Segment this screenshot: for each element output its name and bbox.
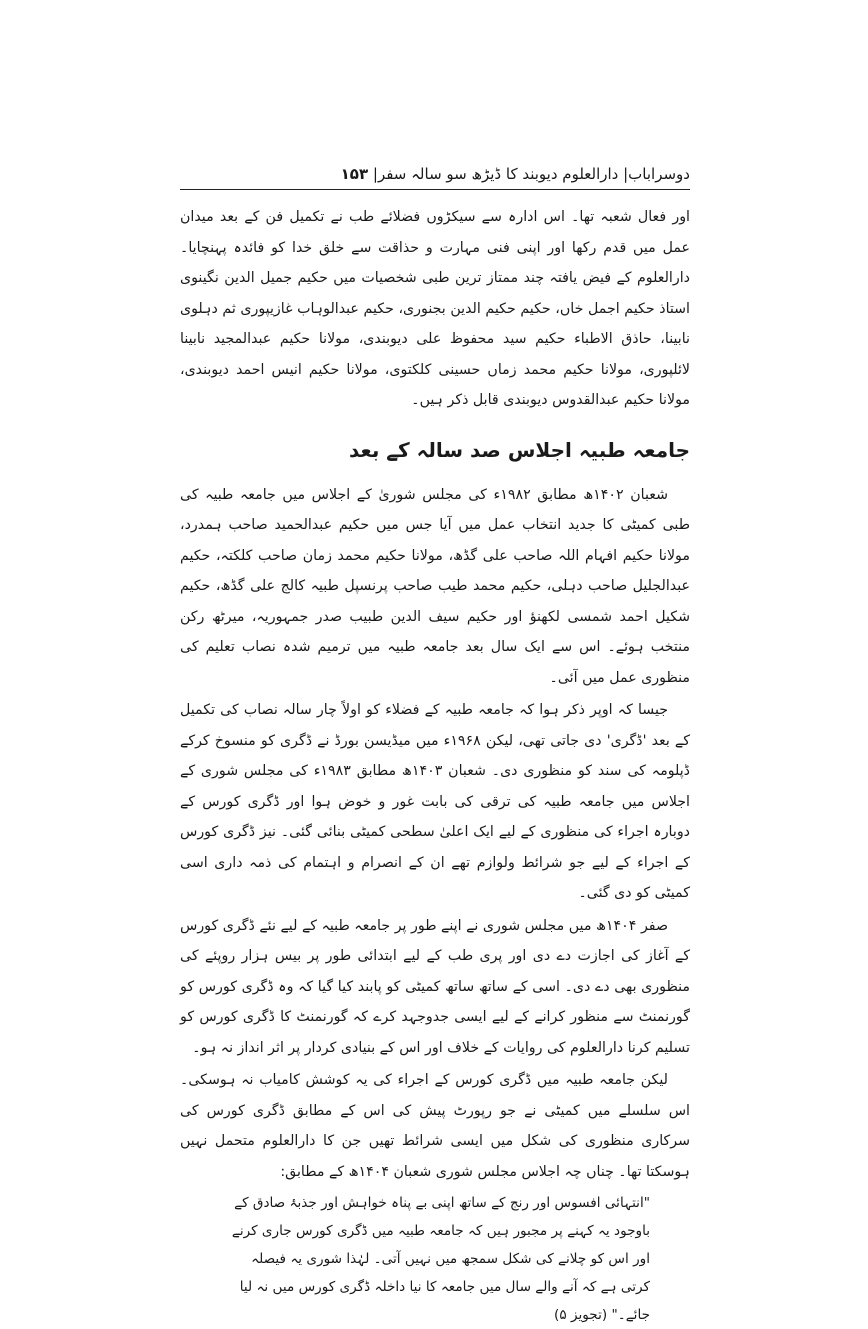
section-heading: جامعہ طبیہ اجلاس صد سالہ کے بعد: [348, 437, 690, 462]
paragraph-4: صفر ۱۴۰۴ھ میں مجلس شوری نے اپنے طور پر جامعہ طبیہ کے لیے نئے ڈگری کورس کے آغاز کی اجازت دے دی اور پری طب کے لیے ابتدائی طور پر بیس ہزار روپئے کی منظوری بھی دے دی۔ اسی کے ساتھ ساتھ کمیٹی کو پابند کیا گیا کہ وہ ڈگری کورس کو گورنمنٹ سے منظور کرانے کے لیے ایسی جدوجہد کرے کہ گورنمنٹ کا ڈگری کورس کو تسلیم کرنا دارالعلوم کی روایات کے خلاف اور اس کے بنیادی کردار پر اثر انداز نہ ہو۔: [180, 917, 690, 1056]
paragraph-5: لیکن جامعہ طبیہ میں ڈگری کورس کے اجراء کی یہ کوشش کامیاب نہ ہوسکی۔ اس سلسلے میں کمیٹی نے جو رپورٹ پیش کی اس کے مطابق ڈگری کورس کی سرکاری منظوری کی شکل میں ایسی شرائط تھیں جن کا دارالعلوم متحمل نہیں ہوسکتا تھا۔ چناں چہ اجلاس مجلس شوری شعبان ۱۴۰۴ھ کے مطابق:: [180, 1072, 690, 1180]
running-header: [180, 159, 690, 190]
paragraph-1: اور فعال شعبہ تھا۔ اس ادارہ سے سیکڑوں فضلائے طب نے تکمیل فن کے بعد میدان عمل میں قدم رکھا اور اپنی فنی مہارت و حذاقت سے خلق خدا کو فائدہ پہنچایا۔ دارالعلوم کے فیض یافتہ چند ممتاز ترین طبی شخصیات میں حکیم جمیل الدین نگینوی استاذ حکیم اجمل خاں، حکیم حکیم الدین بجنوری، حکیم عبدالوہاب غازیپوری ثم دہلوی نابینا، حاذق الاطباء حکیم سید محفوظ علی دیوبندی، مولانا حکیم عبدالمجید نابینا لائلپوری، مولانا حکیم محمد زماں حسینی کلکتوی، مولانا حکیم انیس احمد دیوبندی، مولانا حکیم عبدالقدوس دیوبندی قابل ذکر ہیں۔: [180, 209, 690, 408]
block-quote: "انتہائی افسوس اور رنج کے ساتھ اپنی بے پناہ خواہش اور جذبۂ صادق کے باوجود یہ کہنے پر مجبور ہیں کہ جامعہ طبیہ میں ڈگری کورس جاری کرنے اور اس کو چلانے کی شکل سمجھ میں نہیں آتی۔ لہٰذا شوری یہ فیصلہ کرتی ہے کہ آنے والے سال میں جامعہ کا نیا داخلہ ڈگری کورس میں نہ لیا جائے۔" (تجویز ۵): [231, 1195, 650, 1323]
paragraph-3: جیسا کہ اوپر ذکر ہوا کہ جامعہ طبیہ کے فضلاء کو اولاً چار سالہ نصاب کی تکمیل کے بعد 'ڈگری' دی جاتی تھی، لیکن ۱۹۶۸ء میں میڈیسن بورڈ نے ڈگری کو منسوخ کرکے ڈپلومہ کی سند کو منظوری دی۔ شعبان ۱۴۰۳ھ مطابق ۱۹۸۳ء کی مجلس شوری کے اجلاس میں جامعہ طبیہ کی ترقی کی بابت غور و خوض ہوا اور ڈگری کورس کے دوبارہ اجراء کی منظوری کے لیے ایک اعلیٰ سطحی کمیٹی بنائی گئی۔ نیز ڈگری کورس کے اجراء کے لیے جو شرائط ولوازم تھے ان کے انصرام و اہتمام کی ذمہ داری اسی کمیٹی کو دی گئی۔: [180, 702, 690, 901]
header-title: دوسراباب| دارالعلوم دیوبند کا ڈیڑھ سو سالہ سفر|: [372, 165, 690, 183]
page-number: ۱۵۳: [340, 165, 369, 183]
page-body: [180, 202, 690, 1323]
paragraph-2: شعبان ۱۴۰۲ھ مطابق ۱۹۸۲ء کی مجلس شوریٰ کے اجلاس میں جامعہ طبیہ کی طبی کمیٹی کا جدید انتخاب عمل میں آیا جس میں حکیم عبدالحمید صاحب ہمدرد، مولانا حکیم افہام اللہ صاحب علی گڈھ، مولانا حکیم محمد زمان صاحب کلکتہ، حکیم عبدالجلیل صاحب دہلی، حکیم محمد طیب صاحب پرنسپل طبیہ کالج علی گڈھ، حکیم شکیل احمد شمسی لکھنؤ اور حکیم سیف الدین طبیب صدر جمہوریہ، میرٹھ رکن منتخب ہوئے۔ اس سے ایک سال بعد جامعہ طبیہ میں ترمیم شدہ نصاب تعلیم کی منظوری عمل میں آئی۔: [180, 486, 690, 686]
